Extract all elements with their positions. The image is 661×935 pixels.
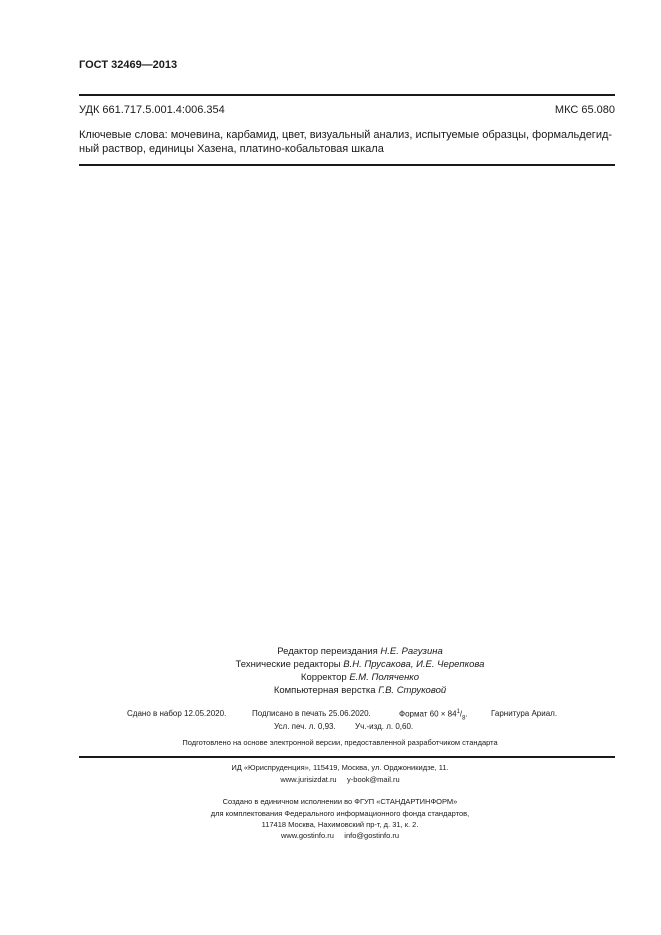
paper-format: Формат $60 \times 84^1/_8$. [399, 709, 468, 722]
keywords: Ключевые слова: мочевина, карбамид, цвет, визуальный анализ, испытуемые образцы, формальдегид-ный раствор, единицы Хазена, платино-кобальтовая шкала [79, 129, 613, 155]
publisher-line-2: www.jurisizdat.ru y-book@mail.ru [280, 775, 400, 784]
prepared-note: Подготовлено на основе электронной версии, предоставленной разработчиком стандарта [182, 738, 498, 747]
print-sheets: Усл. печ. л. 0,93. [274, 722, 336, 731]
editor-line [150, 645, 570, 658]
format-sup: 1 [456, 709, 460, 715]
publisher-line-1: ИД «Юриспруденция», 115419, Москва, ул. Орджоникидзе, 11. [231, 763, 449, 772]
mks-code: МКС 65.080 [554, 104, 615, 116]
typeset-date: Сдано в набор 12.05.2020. [127, 709, 227, 718]
corrector-name: Е.М. Поляченко [349, 672, 420, 683]
format-sub: 8 [462, 715, 466, 722]
layout-line [150, 684, 570, 697]
tech-editors-line [150, 658, 570, 671]
corrector-line [150, 671, 570, 684]
publisher-line-6: www.gostinfo.ru info@gostinfo.ru [280, 831, 400, 840]
udk-code: УДК 661.717.5.001.4:006.354 [79, 104, 225, 116]
layout-name: Г.В. Струковой [378, 685, 447, 696]
bottom-rule [79, 756, 615, 758]
tech-editors-label: Технические редакторы [235, 659, 341, 670]
keywords-rule [79, 164, 615, 166]
credits-block [150, 645, 570, 697]
signed-date: Подписано в печать 25.06.2020. [252, 709, 371, 718]
tech-editors-names: В.Н. Прусакова, И.Е. Черепкова [343, 659, 485, 670]
publisher-sheets: Уч.-изд. л. 0,60. [355, 722, 414, 731]
publisher-line-4: для комплектования Федерального информационного фонда стандартов, [210, 809, 470, 818]
editor-name: Н.Е. Рагузина [380, 646, 443, 657]
layout-label: Компьютерная верстка [273, 685, 376, 696]
corrector-label: Корректор [300, 672, 347, 683]
publisher-line-3: Создано в единичном исполнении во ФГУП «СТАНДАРТИНФОРМ» [222, 797, 458, 806]
standard-number: ГОСТ 32469—2013 [79, 59, 178, 71]
publisher-line-5: 117418 Москва, Нахимовский пр-т, д. 31, к. 2. [261, 820, 419, 829]
typeface: Гарнитура Ариал. [491, 709, 558, 718]
format-text: Формат 60 × 84 [399, 709, 457, 719]
editor-label: Редактор переиздания [277, 646, 378, 657]
top-rule [79, 94, 615, 96]
